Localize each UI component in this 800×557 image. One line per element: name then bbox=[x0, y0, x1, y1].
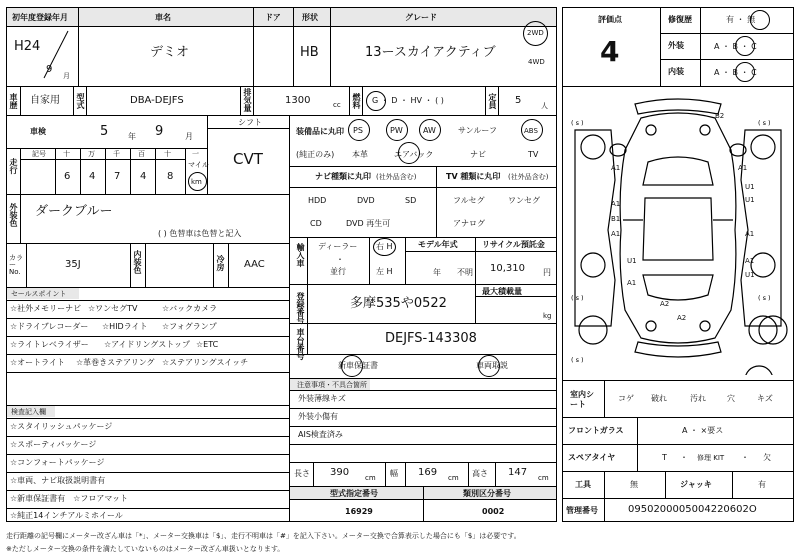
note-row: AIS検査済み bbox=[298, 430, 343, 439]
model-year-label: モデル年式 bbox=[418, 240, 458, 249]
inspector-row: ☆純正14インチアルミホイール bbox=[10, 511, 123, 520]
chassis-value: DEJFS-143308 bbox=[385, 331, 477, 346]
digit-header: 記号 bbox=[32, 150, 46, 158]
navi-item: SD bbox=[405, 196, 417, 205]
svg-text:( s ): ( s ) bbox=[571, 119, 584, 127]
sales-point: ☆社外メモリーナビ bbox=[10, 304, 82, 313]
equipment-item: AW bbox=[423, 126, 436, 135]
exterior-grades: A ・ B ・ C bbox=[714, 42, 757, 51]
import-label: 輸入車 bbox=[296, 243, 305, 267]
length-label: 長さ bbox=[294, 469, 310, 478]
windshield-value: A ・ ×要ス bbox=[682, 426, 724, 435]
right-h-option: 右 H bbox=[376, 242, 393, 251]
chassis-label: 車台番号 bbox=[296, 328, 305, 360]
drive-2wd: 2WD bbox=[527, 29, 544, 37]
inspector-row: ☆スタイリッシュパッケージ bbox=[10, 422, 113, 431]
registration-month: 9 bbox=[46, 64, 53, 75]
sheet-item: 穴 bbox=[727, 394, 735, 403]
sales-point: ☆アイドリングストップ bbox=[104, 340, 190, 349]
damage-mark: U1 bbox=[745, 271, 755, 279]
sales-point: ☆革巻きステアリング bbox=[76, 358, 155, 367]
management-value: 0950200005004220602O bbox=[628, 504, 757, 515]
equipment-item: PW bbox=[390, 126, 403, 135]
mileage-digit: 4 bbox=[89, 171, 96, 182]
equipment-label: 装備品に丸印 bbox=[296, 127, 344, 136]
svg-text:( s ): ( s ) bbox=[758, 294, 771, 302]
mile-label: マイル bbox=[188, 161, 209, 169]
color-note: ( ) 色替車は色替と記入 bbox=[158, 229, 242, 238]
inspection-year-unit: 年 bbox=[128, 132, 136, 141]
digit-header: 百 bbox=[138, 150, 145, 158]
digit-header: 万 bbox=[88, 150, 95, 158]
interior-grades: A ・ B ・ C bbox=[714, 68, 757, 77]
car-name-label: 車名 bbox=[155, 13, 171, 22]
registration-era: H24 bbox=[14, 39, 41, 54]
jack-value: 有 bbox=[758, 480, 766, 489]
fuel-label: 燃料 bbox=[352, 93, 361, 109]
length-value: 390 bbox=[330, 467, 350, 478]
model-value: DBA-DEJFS bbox=[130, 95, 184, 106]
damage-mark: A1 bbox=[745, 230, 755, 238]
svg-text:( s ): ( s ) bbox=[571, 356, 584, 364]
aircon-value: AAC bbox=[244, 259, 265, 270]
spare-option: 修理 KIT bbox=[697, 454, 725, 462]
displacement-label: 排気量 bbox=[243, 88, 252, 112]
tv-item: フルセグ bbox=[453, 196, 485, 205]
navi-item: DVD 再生可 bbox=[346, 219, 391, 228]
interior-color-label: 内装色 bbox=[133, 250, 142, 274]
cm-unit: cm bbox=[365, 474, 376, 482]
sales-point: ☆ドライブレコーダー bbox=[10, 322, 89, 331]
sheet-item: コゲ bbox=[618, 394, 634, 403]
cm-unit: cm bbox=[448, 474, 459, 482]
inspection-month-unit: 月 bbox=[185, 132, 193, 141]
inspection-month: 9 bbox=[155, 124, 164, 139]
model-year-unit: 年 bbox=[433, 268, 441, 277]
damage-mark: A1 bbox=[627, 279, 637, 287]
equipment-item: ナビ bbox=[470, 150, 486, 159]
equipment-item: 本革 bbox=[352, 150, 368, 159]
spare-option: ・ bbox=[680, 453, 688, 462]
parallel-option: 並行 bbox=[330, 267, 346, 276]
cc-unit: cc bbox=[333, 101, 341, 109]
tv-item: アナログ bbox=[453, 219, 485, 228]
max-load-label: 最大積載量 bbox=[482, 287, 522, 296]
dealer-option: ディーラー bbox=[318, 242, 358, 251]
shape-label: 形状 bbox=[302, 13, 318, 22]
inspector-row: ☆スポーティパッケージ bbox=[10, 440, 97, 449]
tv-item: ワンセグ bbox=[508, 196, 540, 205]
cm-unit: cm bbox=[538, 474, 549, 482]
footer-note: 走行距離の記号欄にメーター改ざん車は「*」、メーター交換車は「$」、走行不明車は「#」を記入下さい。メーター交換で合算表示した場合にも「$」は必要です。 bbox=[6, 532, 521, 540]
exterior-label: 外装 bbox=[668, 41, 684, 50]
equipment-item: PS bbox=[353, 126, 363, 135]
interior-label: 内装 bbox=[668, 67, 684, 76]
sales-point: ☆ステアリングスイッチ bbox=[162, 358, 249, 367]
windshield-label: フロントガラス bbox=[568, 426, 624, 435]
interior-sheet-label: 室内シート bbox=[570, 390, 594, 410]
score-label: 評価点 bbox=[598, 15, 622, 24]
inspector-label: 検査記入欄 bbox=[11, 408, 46, 416]
score-value: 4 bbox=[600, 35, 620, 68]
shape-value: HB bbox=[300, 45, 319, 60]
equipment-item: サンルーフ bbox=[458, 126, 497, 135]
warranty-doc: 新車保証書 bbox=[338, 361, 378, 370]
month-unit: 月 bbox=[63, 72, 70, 80]
sales-point: ☆ライトレベライザー bbox=[10, 340, 89, 349]
management-label: 管理番号 bbox=[566, 506, 598, 515]
note-row: 外装薄線キズ bbox=[298, 394, 346, 403]
repair-label: 修復歴 bbox=[668, 15, 692, 24]
tools-value: 無 bbox=[630, 480, 638, 489]
digit-header: 十 bbox=[63, 150, 70, 158]
svg-text:( s ): ( s ) bbox=[571, 294, 584, 302]
shift-value: CVT bbox=[233, 150, 263, 168]
recycle-label: リサイクル預託金 bbox=[482, 240, 545, 249]
height-label: 高さ bbox=[472, 469, 488, 478]
drive-4wd: 4WD bbox=[528, 58, 545, 66]
spare-tire-label: スペアタイヤ bbox=[568, 453, 616, 462]
sales-point: ☆フォグランプ bbox=[162, 322, 217, 331]
tools-label: 工具 bbox=[575, 480, 591, 489]
mileage-digit: 6 bbox=[64, 171, 71, 182]
inspector-row: ☆新車保証書有 ☆フロアマット bbox=[10, 494, 129, 503]
digit-header: 一 bbox=[192, 150, 199, 158]
damage-mark: A2 bbox=[660, 300, 670, 308]
note-row: 外装小傷有 bbox=[298, 412, 338, 421]
mileage-label: 走行 bbox=[9, 158, 18, 174]
spare-option: T bbox=[662, 453, 667, 462]
capacity-label: 定員 bbox=[488, 93, 497, 109]
damage-mark: B2 bbox=[715, 112, 725, 120]
mileage-digit: 8 bbox=[167, 171, 174, 182]
color-label: 外装色 bbox=[9, 203, 18, 227]
inspector-row: ☆コンフォートパッケージ bbox=[10, 458, 105, 467]
color-code-label: カラーNo. bbox=[9, 254, 23, 276]
inspector-row: ☆車両、ナビ取扱説明書有 bbox=[10, 476, 106, 485]
sheet-item: 汚れ bbox=[690, 394, 706, 403]
capacity-value: 5 bbox=[515, 95, 522, 106]
sales-point: ☆ワンセグTV bbox=[88, 304, 138, 313]
type-number-value: 16929 bbox=[345, 507, 373, 516]
damage-mark: U1 bbox=[745, 183, 755, 191]
usage-value: 自家用 bbox=[30, 95, 60, 106]
footer-note: ※ただしメーター交換の条件を満たしていないものはメーター改ざん車扱いとなります。 bbox=[6, 545, 285, 553]
usage-label: 車歴 bbox=[9, 93, 18, 109]
damage-mark: U1 bbox=[745, 196, 755, 204]
width-value: 169 bbox=[418, 467, 438, 478]
km-unit: km bbox=[191, 178, 202, 186]
damage-mark: A1 bbox=[611, 200, 621, 208]
navi-note: (社外品含む) bbox=[376, 173, 417, 181]
sales-points-label: セールスポイント bbox=[11, 290, 67, 298]
sheet-item: 破れ bbox=[651, 394, 667, 403]
car-name-value: デミオ bbox=[150, 45, 190, 60]
sheet-item: キズ bbox=[757, 394, 773, 403]
displacement-value: 1300 bbox=[285, 95, 311, 106]
sales-point: ☆オートライト bbox=[10, 358, 65, 367]
repair-options: 有 ・ 無 bbox=[726, 15, 756, 24]
separator-dot: ・ bbox=[336, 255, 344, 264]
registration-label: 登録番号 bbox=[296, 292, 305, 324]
svg-text:( s ): ( s ) bbox=[758, 119, 771, 127]
navi-item: HDD bbox=[308, 196, 327, 205]
grade-label: グレード bbox=[405, 13, 437, 22]
digit-header: 十 bbox=[164, 150, 171, 158]
aircon-label: 冷房 bbox=[216, 255, 225, 271]
equipment-note: (純正のみ) bbox=[296, 150, 335, 159]
jack-label: ジャッキ bbox=[680, 480, 712, 489]
color-code-value: 35J bbox=[65, 259, 81, 270]
damage-mark: A1 bbox=[611, 230, 621, 238]
spare-option: ・ bbox=[741, 453, 749, 462]
inspection-year: 5 bbox=[100, 124, 109, 139]
sales-point: ☆HIDライト bbox=[102, 322, 148, 331]
navi-item: DVD bbox=[357, 196, 375, 205]
inspection-label: 車検 bbox=[30, 127, 46, 136]
height-value: 147 bbox=[508, 467, 528, 478]
yen-unit: 円 bbox=[543, 268, 551, 277]
model-year-unknown: 不明 bbox=[457, 268, 473, 277]
equipment-item: エアバック bbox=[394, 150, 434, 159]
recycle-value: 10,310 bbox=[490, 263, 525, 274]
color-value: ダークブルー bbox=[35, 204, 113, 219]
damage-mark: A1 bbox=[611, 164, 621, 172]
damage-mark: A2 bbox=[677, 314, 687, 322]
digit-header: 千 bbox=[113, 150, 120, 158]
kg-unit: kg bbox=[543, 312, 552, 320]
door-label: ドア bbox=[265, 13, 281, 22]
damage-mark: A1 bbox=[745, 257, 755, 265]
class-number-value: 0002 bbox=[482, 507, 505, 516]
navi-label: ナビ種類に丸印 bbox=[315, 172, 371, 181]
mileage-digit: 7 bbox=[114, 171, 121, 182]
spare-option: 欠 bbox=[763, 453, 771, 462]
grade-value: 13ースカイアクティブ bbox=[365, 45, 496, 60]
manual-doc: 車両取説 bbox=[476, 361, 508, 370]
sales-point: ☆バックカメラ bbox=[162, 304, 218, 313]
person-unit: 人 bbox=[541, 102, 548, 110]
tv-label: TV 種類に丸印 bbox=[446, 172, 501, 181]
registration-value: 多摩535や0522 bbox=[350, 296, 447, 311]
shift-label: シフト bbox=[238, 118, 262, 127]
equipment-item: ABS bbox=[524, 127, 538, 135]
tv-note: (社外品含む) bbox=[508, 173, 549, 181]
equipment-item: TV bbox=[528, 150, 539, 159]
mileage-digit: 4 bbox=[140, 171, 147, 182]
class-number-label: 類別区分番号 bbox=[463, 489, 511, 498]
width-label: 幅 bbox=[390, 469, 398, 478]
damage-mark: A1 bbox=[738, 164, 748, 172]
first-registration-label: 初年度登録年月 bbox=[12, 13, 68, 22]
damage-mark: B1 bbox=[611, 215, 621, 223]
notes-label: 注意事項・不具合箇所 bbox=[297, 381, 367, 389]
damage-mark: U1 bbox=[627, 257, 637, 265]
fuel-options: G ・ D ・ HV ・ ( ) bbox=[372, 96, 444, 105]
left-h-option: 左 H bbox=[376, 267, 393, 276]
model-label: 型式 bbox=[76, 93, 85, 109]
sales-point: ☆ETC bbox=[196, 340, 219, 349]
navi-item: CD bbox=[310, 219, 322, 228]
car-damage-diagram bbox=[563, 90, 793, 375]
type-number-label: 型式指定番号 bbox=[330, 489, 378, 498]
